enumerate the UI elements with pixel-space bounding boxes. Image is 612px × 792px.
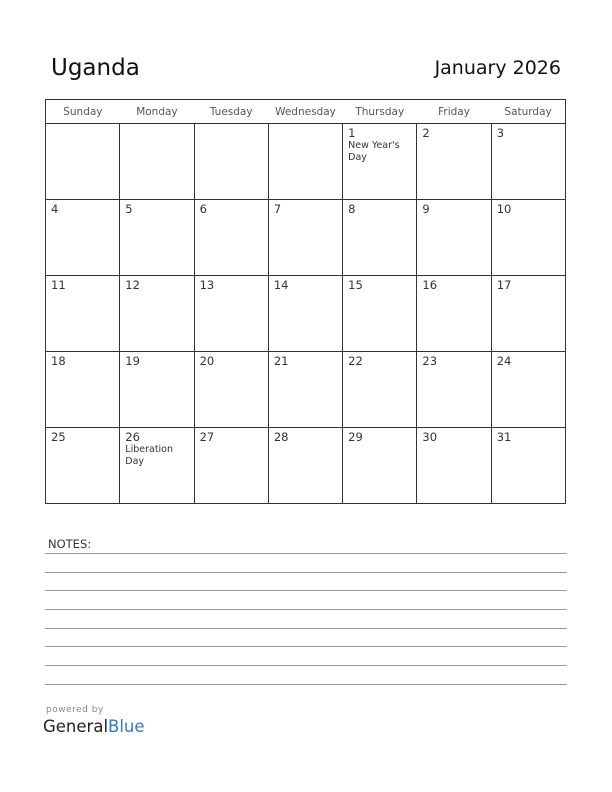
day-number: 7 xyxy=(273,202,282,216)
calendar-grid xyxy=(45,99,566,504)
notes-label: NOTES: xyxy=(48,537,92,551)
week-row xyxy=(46,352,566,428)
day-cell xyxy=(491,428,565,504)
day-cell xyxy=(46,428,120,504)
day-cell xyxy=(120,276,194,352)
day-number: 25 xyxy=(51,430,66,444)
day-number: 2 xyxy=(422,126,430,140)
powered-by-text: powered by xyxy=(46,705,104,715)
day-cell xyxy=(120,124,194,200)
day-cell xyxy=(120,352,194,428)
weekday-saturday: Saturday xyxy=(491,100,565,124)
day-number: 14 xyxy=(273,278,289,292)
weekday-friday: Friday xyxy=(417,100,491,124)
day-cell xyxy=(46,124,120,200)
day-cell xyxy=(343,352,417,428)
day-number: 6 xyxy=(199,202,207,216)
day-number: 11 xyxy=(51,278,66,292)
day-number: 21 xyxy=(273,354,289,368)
day-cell xyxy=(343,276,417,352)
day-number: 18 xyxy=(51,354,66,368)
weekday-wednesday: Wednesday xyxy=(268,100,342,124)
note-line xyxy=(45,572,567,573)
week-row xyxy=(46,276,566,352)
day-cell xyxy=(46,200,120,276)
day-number: 12 xyxy=(125,278,140,292)
day-cell xyxy=(268,428,342,504)
day-number: 4 xyxy=(51,202,59,216)
note-line xyxy=(45,553,567,554)
day-cell xyxy=(491,200,565,276)
day-cell xyxy=(268,124,342,200)
week-row xyxy=(46,428,566,504)
day-number: 1 xyxy=(348,126,356,140)
day-number: 20 xyxy=(199,354,215,368)
day-number: 23 xyxy=(422,354,438,368)
day-number: 3 xyxy=(496,126,505,140)
day-cell xyxy=(417,124,491,200)
note-line xyxy=(45,628,567,629)
note-line xyxy=(45,684,567,685)
day-cell xyxy=(417,352,491,428)
brand-blue: Blue xyxy=(108,717,145,736)
day-cell xyxy=(268,352,342,428)
day-number: 8 xyxy=(348,202,356,216)
note-line xyxy=(45,646,567,647)
day-number: 29 xyxy=(348,430,363,444)
day-cell xyxy=(417,276,491,352)
holiday-label: New Year's Day xyxy=(348,140,400,163)
day-cell xyxy=(120,200,194,276)
day-cell xyxy=(120,428,194,504)
day-cell xyxy=(194,428,268,504)
weekday-sunday: Sunday xyxy=(46,100,120,124)
day-cell xyxy=(491,276,565,352)
day-cell xyxy=(194,352,268,428)
note-line xyxy=(45,665,567,666)
week-row xyxy=(46,200,566,276)
weekday-thursday: Thursday xyxy=(343,100,417,124)
weekday-header-row xyxy=(46,100,566,124)
brand-logo[interactable] xyxy=(43,717,145,736)
day-cell xyxy=(194,200,268,276)
day-number: 30 xyxy=(422,430,438,444)
note-line xyxy=(45,590,567,591)
brand-general: General xyxy=(43,717,109,736)
day-cell xyxy=(417,200,491,276)
day-number: 13 xyxy=(199,278,215,292)
day-number: 31 xyxy=(496,430,512,444)
day-cell xyxy=(194,124,268,200)
day-number: 19 xyxy=(125,354,140,368)
day-number: 16 xyxy=(422,278,438,292)
day-cell xyxy=(491,124,565,200)
week-row xyxy=(46,124,566,200)
weekday-tuesday: Tuesday xyxy=(194,100,268,124)
day-cell xyxy=(491,352,565,428)
day-number: 26 xyxy=(125,430,140,444)
day-cell xyxy=(268,200,342,276)
day-cell xyxy=(46,276,120,352)
day-number: 27 xyxy=(199,430,215,444)
day-number: 17 xyxy=(496,278,512,292)
day-number: 10 xyxy=(496,202,512,216)
day-number: 22 xyxy=(348,354,363,368)
day-cell xyxy=(343,200,417,276)
day-number: 24 xyxy=(496,354,512,368)
day-cell xyxy=(194,276,268,352)
day-cell xyxy=(46,352,120,428)
day-cell xyxy=(343,428,417,504)
day-number: 9 xyxy=(422,202,430,216)
day-cell xyxy=(343,124,417,200)
day-cell xyxy=(268,276,342,352)
day-number: 28 xyxy=(273,430,289,444)
country-title: Uganda xyxy=(51,55,140,81)
day-number: 5 xyxy=(125,202,133,216)
note-line xyxy=(45,609,567,610)
day-number: 15 xyxy=(348,278,363,292)
day-cell xyxy=(417,428,491,504)
month-title: January 2026 xyxy=(434,57,561,79)
holiday-label: Liberation Day xyxy=(125,444,174,467)
weekday-monday: Monday xyxy=(120,100,194,124)
